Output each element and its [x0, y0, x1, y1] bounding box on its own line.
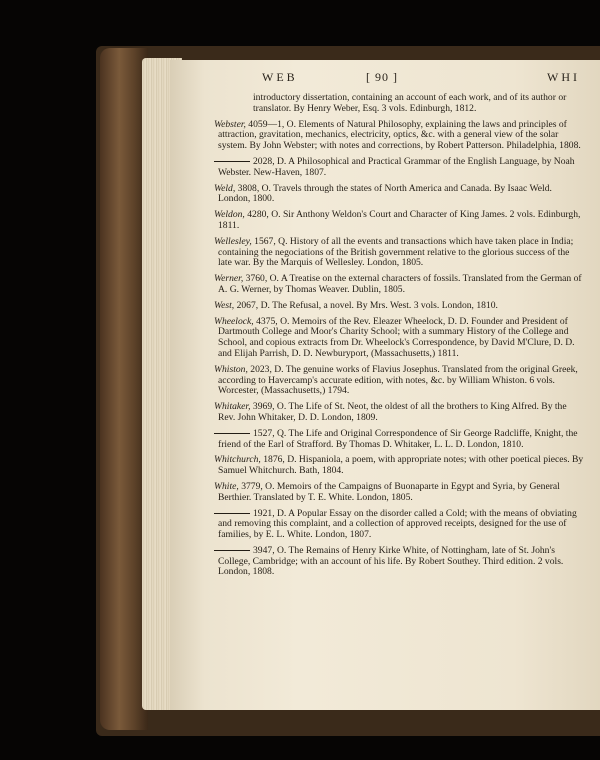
ditto-rule [214, 433, 250, 434]
entry-heading: West, [214, 299, 235, 311]
ditto-rule [214, 513, 250, 514]
catalogue-entry [214, 546, 584, 578]
book-cover-edge [100, 48, 148, 730]
running-head [170, 70, 600, 88]
catalogue-entry [214, 93, 584, 115]
ditto-rule [214, 161, 250, 162]
entry-text: 1921, D. A Popular Essay on the disorder called a Cold; with the means of obviating and removing this complaint, and a collection of approved receipts, designed for the use of families, by E. L. White. London, 1807. [218, 507, 577, 541]
entry-text: 1527, Q. The Life and Original Correspondence of Sir George Radcliffe, Knight, the friend of the Earl of Strafford. By Thomas D. Whitaker, L. L. D. London, 1810. [218, 427, 578, 450]
catalogue-entry [214, 317, 584, 360]
catalogue-entry [214, 157, 584, 179]
entry-text: 3947, O. The Remains of Henry Kirke White, of Nottingham, late of St. John's College, Cambridge; with an account of his life. By Robert Southey. Third edition. 2 vols. London, 1808. [218, 544, 564, 578]
entry-text: 2023, D. The genuine works of Flavius Josephus. Translated from the original Greek, according to Havercamp's accurate edition, with notes, &c. by William Whiston. 6 vols. Worcester, (Massachusetts,) 1794. [218, 363, 578, 397]
ditto-rule [214, 550, 250, 551]
entry-text: 3969, O. The Life of St. Neot, the oldest of all the brothers to King Alfred. By the Rev. John Whitaker, D. D. London, 1809. [218, 401, 567, 423]
catalogue-entry [214, 301, 584, 312]
entry-text: 2067, D. The Refusal, a novel. By Mrs. West. 3 vols. London, 1810. [236, 299, 498, 311]
book-page [170, 60, 600, 710]
catalogue-entry [214, 120, 584, 152]
catalogue-entry [214, 509, 584, 541]
entry-heading: Webster, [214, 118, 246, 130]
catalogue-entry [214, 184, 584, 206]
entry-heading: Werner, [214, 273, 244, 285]
entry-heading: Weldon, [214, 209, 245, 221]
entry-text: 3808, O. Travels through the states of North America and Canada. By Isaac Weld. London, 1800. [218, 182, 552, 205]
entry-text: 3760, O. A Treatise on the external characters of fossils. Translated from the German of A. G. Werner, by Thomas Weaver. Dublin, 1805. [218, 273, 582, 295]
running-head-right: WHI [547, 70, 580, 84]
entry-text: 2028, D. A Philosophical and Practical Grammar of the English Language, by Noah Webster. New-Haven, 1807. [218, 155, 575, 178]
catalogue-entry [214, 274, 584, 296]
entry-text: 4059—1, O. Elements of Natural Philosophy, explaining the laws and principles of attraction, gravitation, mechanics, electricity, optics, &c. with a general view of the solar system. By John Webster; with notes and corrections, by Robert Patterson. Philadelphia, 1808. [218, 118, 581, 152]
catalogue-entry [214, 455, 584, 477]
entry-heading: Wheelock, [214, 315, 254, 327]
running-head-left: WEB [262, 70, 298, 84]
entry-text: 4375, O. Memoirs of the Rev. Eleazer Wheelock, D. D. Founder and President of Dartmouth College and Moor's Charity School; with a summary History of the College and School, and copious extracts from Dr. Wheelock's Correspondence, by David M'Clure, D. D. and Elijah Parrish, D. D. Newburyport, (Massachusetts,) 1811. [218, 315, 575, 359]
entry-text: introductory dissertation, containing an account of each work, and of its author or translator. By Henry Weber, Esq. 3 vols. Edinburgh, 1812. [253, 92, 567, 114]
catalogue-entry [214, 429, 584, 451]
entry-heading: Whiston, [214, 363, 248, 375]
catalogue-entries [214, 93, 584, 583]
catalogue-entry [214, 402, 584, 424]
entry-heading: Whitchurch, [214, 454, 261, 466]
catalogue-entry [214, 210, 584, 232]
entry-text: 3779, O. Memoirs of the Campaigns of Buonaparte in Egypt and Syria, by General Berthier. Translated by T. E. White. London, 1805. [218, 480, 560, 503]
catalogue-entry [214, 482, 584, 504]
page-number: [ 90 ] [366, 70, 398, 84]
entry-heading: Weld, [214, 182, 236, 194]
catalogue-entry [214, 365, 584, 397]
entry-heading: White, [214, 480, 239, 492]
catalogue-entry [214, 237, 584, 269]
entry-text: 1876, D. Hispaniola, a poem, with appropriate notes; with other poetical pieces. By Samuel Whitchurch. Bath, 1804. [218, 454, 584, 477]
entry-text: 1567, Q. History of all the events and transactions which have taken place in India; containing the negociations of the British government relative to the glorious success of the late war. By the Marquis of Wellesley. London, 1805. [218, 235, 574, 269]
entry-heading: Wellesley, [214, 235, 252, 247]
entry-text: 4280, O. Sir Anthony Weldon's Court and Character of King James. 2 vols. Edinburgh, 1811. [218, 209, 581, 231]
entry-heading: Whitaker, [214, 401, 251, 413]
